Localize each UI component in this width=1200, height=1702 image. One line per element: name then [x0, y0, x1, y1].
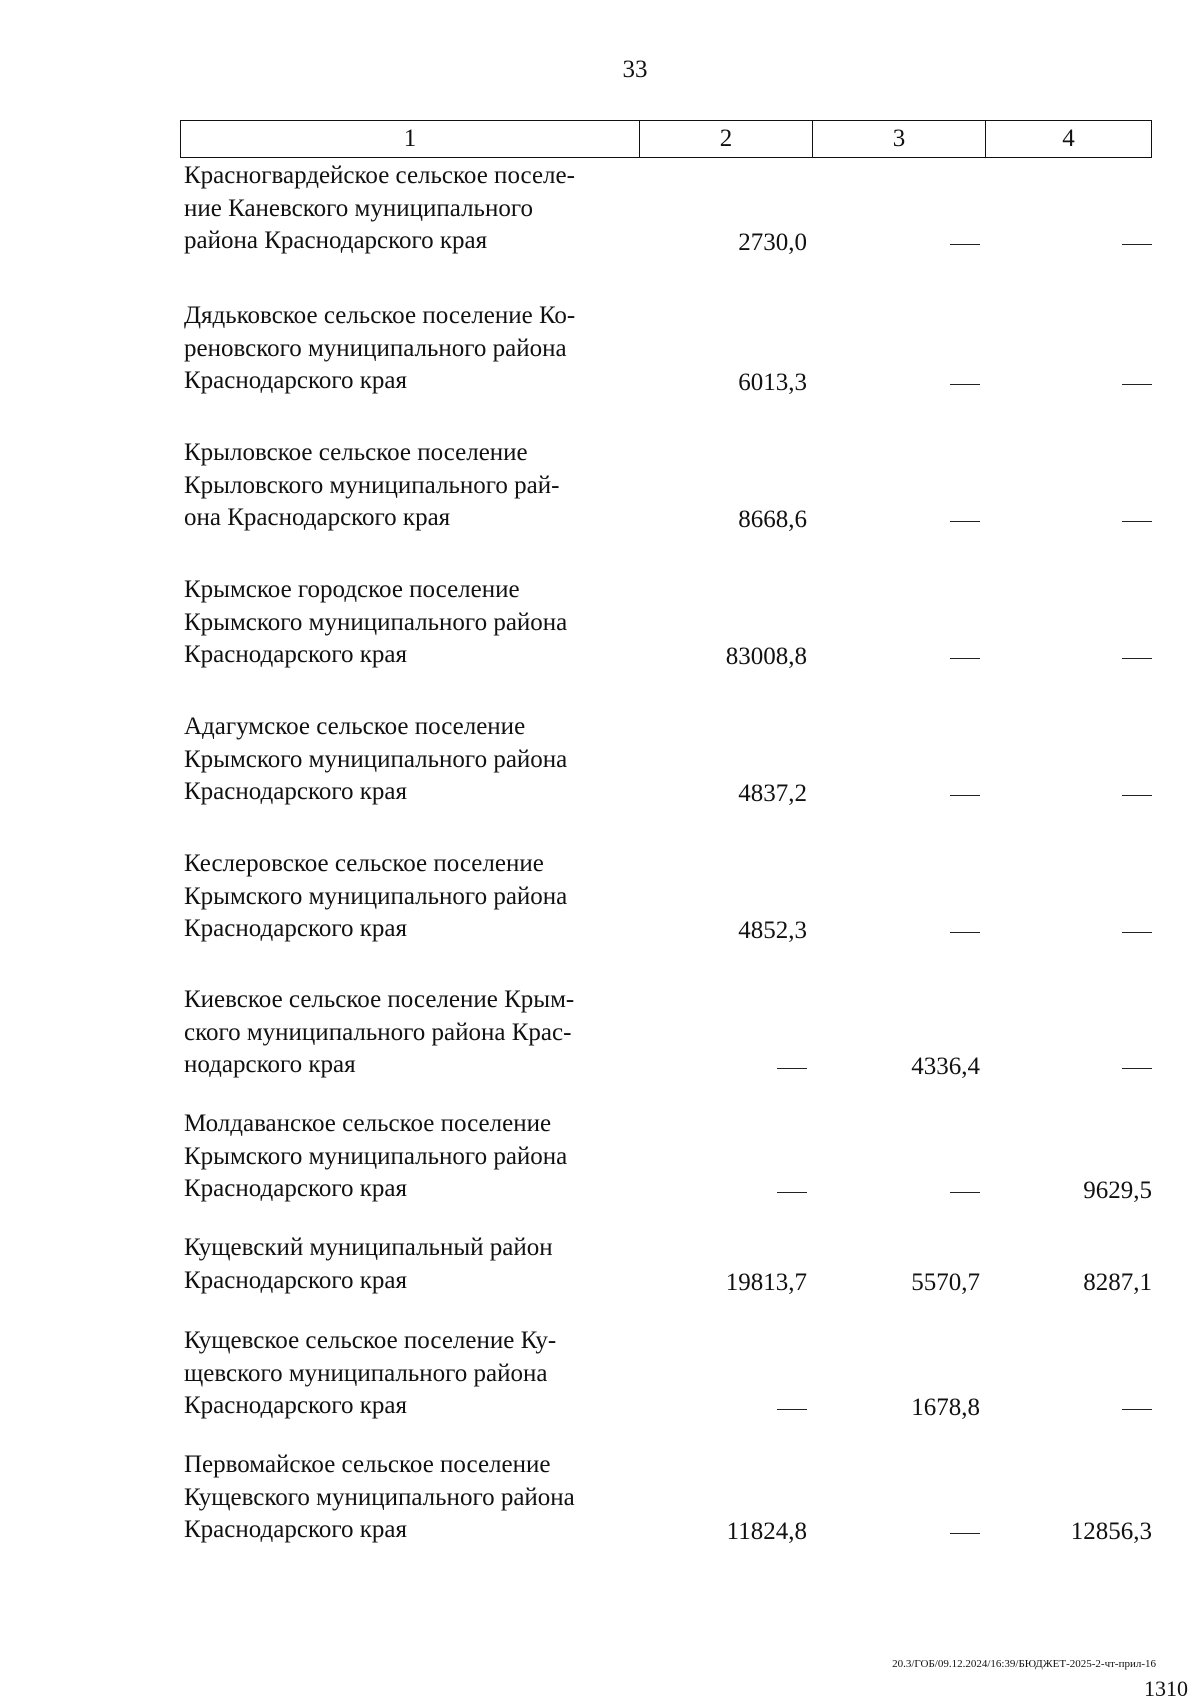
settlement-name: Адагумское сельское поселение Крымского муниципального района Краснодарского края [184, 713, 568, 805]
cell-col-4 [985, 227, 1152, 259]
cell-col-2 [639, 1051, 807, 1083]
cell-col-4: 9629,5 [1083, 1177, 1152, 1204]
settlement-name: Молдаванское сельское поселение Крымского муниципального района Краснодарского края [184, 1110, 568, 1202]
cell-col-2 [639, 1175, 807, 1207]
settlement-name: Кеслеровское сельское поселение Крымского муниципального района Краснодарского края [184, 850, 568, 942]
settlement-name: Первомайское сельское поселение Кущевского муниципального района Краснодарского края [184, 1451, 575, 1543]
cell-col-4 [985, 1051, 1152, 1083]
dash-mark [950, 795, 980, 796]
cell-col-4 [985, 641, 1152, 673]
cell-col-3 [812, 367, 980, 399]
cell-col-3 [812, 641, 980, 673]
dash-mark [1122, 658, 1152, 659]
settlement-name: Кущевский муниципальный район Краснодарского края [184, 1234, 553, 1294]
dash-mark [950, 932, 980, 933]
dash-mark [1122, 521, 1152, 522]
cell-col-3 [812, 915, 980, 947]
cell-col-2: 4837,2 [738, 780, 807, 807]
sheet-number: 1310 [1144, 1676, 1188, 1701]
dash-mark [1122, 384, 1152, 385]
cell-col-4 [985, 1392, 1152, 1424]
dash-mark [950, 244, 980, 245]
cell-col-4 [985, 778, 1152, 810]
header-col-2: 2 [640, 121, 813, 157]
cell-col-3: 4336,4 [911, 1053, 980, 1080]
settlement-name: Дядьковское сельское поселение Ко- реновского муниципального района Краснодарского края [184, 302, 576, 394]
dash-mark [1122, 932, 1152, 933]
cell-col-2: 6013,3 [738, 369, 807, 396]
cell-col-4 [985, 367, 1152, 399]
dash-mark [777, 1068, 807, 1069]
cell-col-4: 12856,3 [1070, 1518, 1152, 1545]
cell-col-3 [812, 778, 980, 810]
dash-mark [950, 1192, 980, 1193]
header-col-4: 4 [1062, 125, 1075, 152]
header-col-3: 3 [813, 121, 986, 157]
cell-col-2: 8668,6 [738, 506, 807, 533]
cell-col-2: 4852,3 [738, 917, 807, 944]
dash-mark [777, 1409, 807, 1410]
cell-col-4 [985, 504, 1152, 536]
settlement-name: Кущевское сельское поселение Ку- щевского муниципального района Краснодарского края [184, 1327, 557, 1419]
dash-mark [950, 1533, 980, 1534]
dash-mark [1122, 1068, 1152, 1069]
cell-col-3 [812, 227, 980, 259]
dash-mark [1122, 244, 1152, 245]
dash-mark [950, 384, 980, 385]
cell-col-3: 5570,7 [911, 1268, 980, 1296]
cell-col-4: 8287,1 [1083, 1268, 1152, 1296]
header-col-1: 1 [181, 121, 640, 157]
cell-col-3 [812, 1516, 980, 1548]
table-header [180, 120, 1152, 158]
dash-mark [950, 521, 980, 522]
dash-mark [1122, 795, 1152, 796]
dash-mark [777, 1192, 807, 1193]
settlement-name: Крыловское сельское поселение Крыловского муниципального рай- она Краснодарского края [184, 439, 560, 531]
settlement-name: Киевское сельское поселение Крым- ского муниципального района Крас- нодарского края [184, 986, 575, 1078]
cell-col-2: 83008,8 [725, 643, 807, 670]
page-number: 33 [622, 56, 648, 83]
cell-col-2: 2730,0 [738, 229, 807, 256]
cell-col-3: 1678,8 [911, 1394, 980, 1421]
dash-mark [950, 658, 980, 659]
cell-col-2: 11824,8 [726, 1518, 807, 1545]
document-code: 20.3/ГОБ/09.12.2024/16:39/БЮДЖЕТ-2025-2-чт-прил-16 [892, 1658, 1156, 1670]
dash-mark [1122, 1409, 1152, 1410]
cell-col-2: 19813,7 [725, 1268, 807, 1296]
cell-col-2 [639, 1392, 807, 1424]
settlement-name: Красногвардейское сельское поселе- ние Каневского муниципального района Краснодарского края [184, 162, 575, 254]
cell-col-3 [812, 504, 980, 536]
cell-col-3 [812, 1175, 980, 1207]
settlement-name: Крымское городское поселение Крымского муниципального района Краснодарского края [184, 576, 568, 668]
cell-col-4 [985, 915, 1152, 947]
